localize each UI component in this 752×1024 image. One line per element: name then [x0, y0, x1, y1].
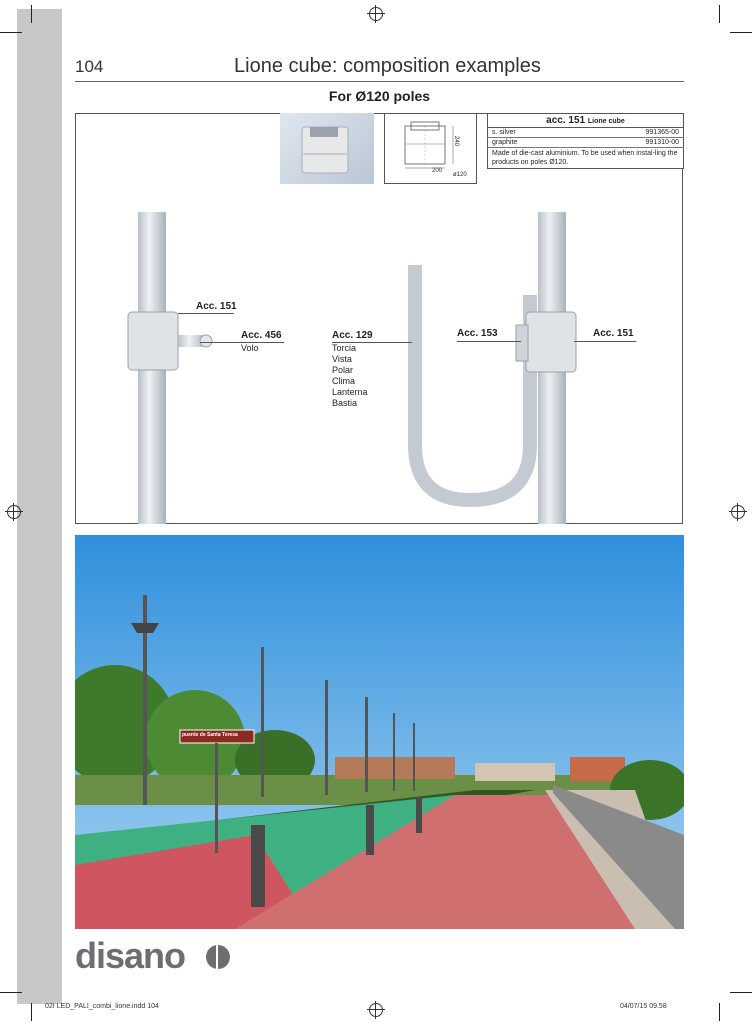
product-code-table	[487, 113, 684, 169]
finish-cell: s. silver	[488, 128, 577, 138]
lione-cube-photo	[280, 113, 374, 184]
crop-mark	[719, 1003, 720, 1021]
crop-mark	[0, 32, 22, 33]
registration-mark-icon	[7, 505, 21, 519]
list-item: Vista	[332, 354, 352, 364]
label-volo: Volo	[241, 343, 259, 353]
crop-mark	[719, 5, 720, 23]
crop-mark	[31, 5, 32, 23]
dim-diameter: ø120	[453, 172, 467, 178]
section-subtitle: For Ø120 poles	[328, 88, 431, 104]
street-sign-text: puente de Santa Teresa	[182, 732, 238, 738]
registration-mark-icon	[369, 7, 383, 21]
header-rule	[75, 81, 684, 82]
disano-logo	[75, 937, 235, 978]
label-acc-456: Acc. 456	[241, 330, 282, 341]
list-item: Clima	[332, 376, 356, 386]
label-acc-153: Acc. 153	[457, 328, 498, 339]
page-number: 104	[75, 57, 104, 76]
label-acc-151-right: Acc. 151	[593, 328, 634, 339]
crop-mark	[31, 1003, 32, 1021]
crop-mark	[730, 32, 752, 33]
list-item: Polar	[332, 365, 354, 375]
leader-line	[574, 341, 636, 342]
label-acc-151-left: Acc. 151	[196, 301, 237, 312]
installation-photo	[75, 535, 684, 929]
label-acc-129: Acc. 129	[332, 330, 373, 341]
dim-width: 200	[432, 168, 443, 174]
acc-129-product-list	[332, 343, 368, 409]
crop-mark	[730, 992, 752, 993]
ref-cell: 991310-00	[576, 138, 683, 148]
list-item: Bastia	[332, 398, 358, 408]
product-note: Made of die-cast aluminium. To be used when instal-ling the products on poles Ø120.	[492, 150, 678, 166]
footer-file: 02I LED_PALI_combi_lione.indd 104	[45, 1003, 159, 1010]
dim-height: 240	[453, 135, 460, 147]
pole-illustrations	[75, 200, 683, 524]
footer-date: 04/07/15 09.58	[620, 1003, 667, 1010]
list-item: Torcia	[332, 343, 357, 353]
gray-sidebar	[17, 9, 62, 1004]
leader-line	[178, 313, 234, 314]
table-row	[488, 128, 684, 138]
product-code: acc. 151	[546, 115, 586, 126]
product-name: Lione cube	[587, 118, 625, 125]
finish-cell: graphite	[488, 138, 577, 148]
logo-text: disano	[75, 937, 186, 973]
page-title: Lione cube: composition examples	[234, 55, 541, 77]
ref-cell: 991365-00	[576, 128, 683, 138]
technical-drawing	[384, 113, 477, 184]
list-item: Lanterna	[332, 387, 368, 397]
leader-line	[457, 341, 521, 342]
crop-mark	[0, 992, 22, 993]
registration-mark-icon	[731, 505, 745, 519]
registration-mark-icon	[369, 1003, 383, 1017]
table-row	[488, 138, 684, 148]
